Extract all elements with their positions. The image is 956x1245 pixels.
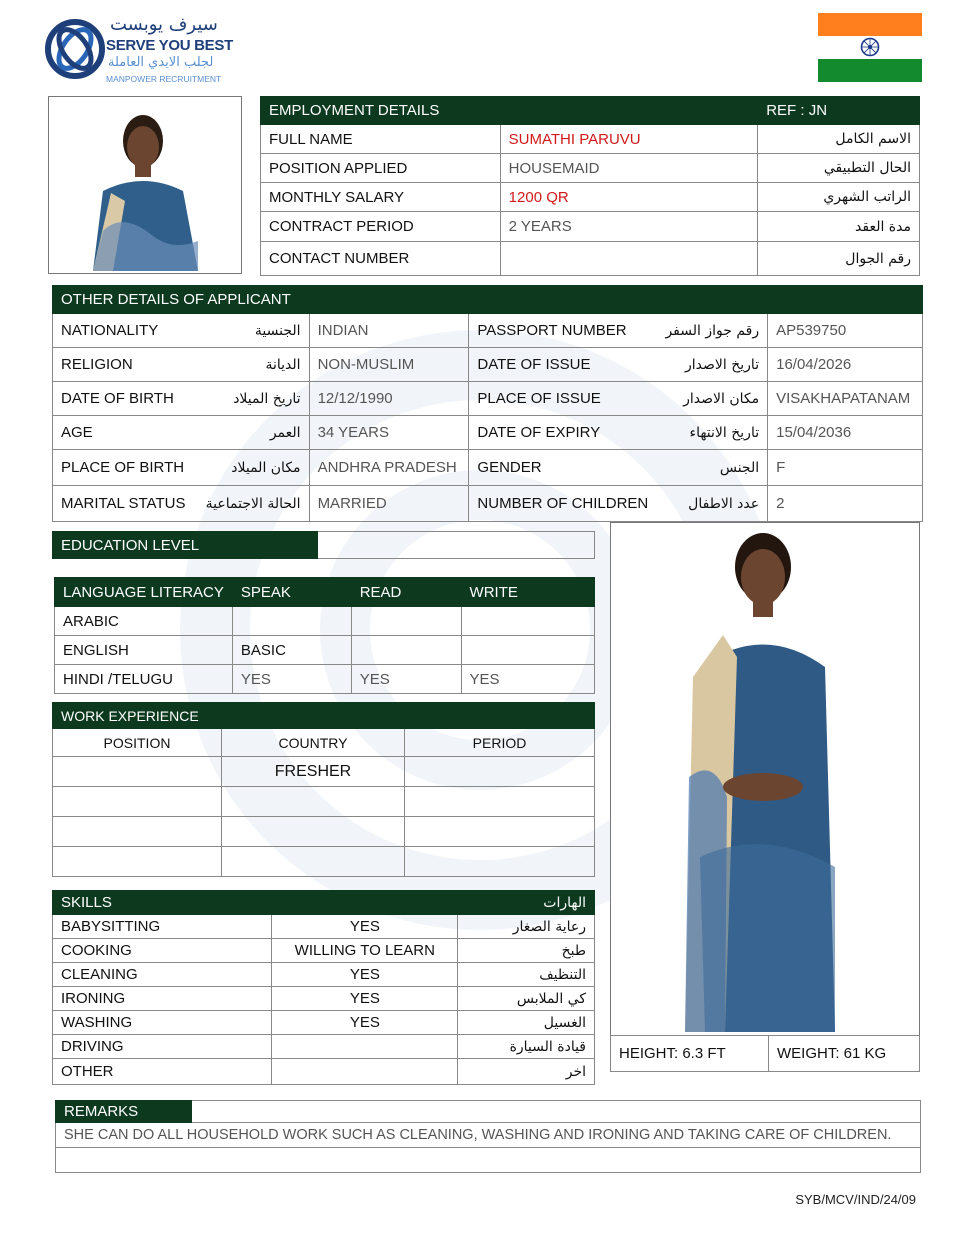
document-code: SYB/MCV/IND/24/09 xyxy=(795,1192,916,1207)
position-applied-value: HOUSEMAID xyxy=(500,154,758,183)
speak-header: SPEAK xyxy=(232,578,351,607)
passport-number-label: PASSPORT NUMBER xyxy=(469,314,656,348)
position-header: POSITION xyxy=(53,729,222,757)
hindi-read: YES xyxy=(351,665,461,694)
date-of-birth-value: 12/12/1990 xyxy=(309,382,469,416)
skill-cooking-label: COOKING xyxy=(53,939,272,963)
nationality-value: INDIAN xyxy=(309,314,469,348)
work-row-3-position xyxy=(53,817,222,847)
age-arabic: العمر xyxy=(196,416,309,450)
language-literacy-table xyxy=(54,577,595,694)
applicant-photo-small xyxy=(48,96,242,274)
monthly-salary-arabic: الراتب الشهري xyxy=(758,183,920,212)
country-header: COUNTRY xyxy=(222,729,405,757)
gender-arabic: الجنس xyxy=(656,450,767,486)
contract-period-arabic: مدة العقد xyxy=(758,212,920,242)
contact-number-arabic: رقم الجوال xyxy=(758,242,920,276)
period-header: PERIOD xyxy=(405,729,595,757)
date-of-birth-arabic: تاريخ الميلاد xyxy=(196,382,309,416)
employment-title: EMPLOYMENT DETAILS xyxy=(261,97,758,125)
work-row-4-period xyxy=(405,847,595,877)
place-of-birth-arabic: مكان الميلاد xyxy=(196,450,309,486)
work-row-3-country xyxy=(222,817,405,847)
skill-cleaning-value: YES xyxy=(272,963,458,987)
religion-arabic: الديانة xyxy=(196,348,309,382)
measurements-table xyxy=(610,1035,920,1072)
remarks-table xyxy=(55,1100,921,1173)
logo-emblem-icon xyxy=(44,16,106,82)
marital-status-value: MARRIED xyxy=(309,486,469,522)
logo-arabic-sub: لجلب الايدي العاملة xyxy=(108,55,214,70)
gender-value: F xyxy=(768,450,923,486)
skill-cleaning-arabic: التنظيف xyxy=(458,963,595,987)
other-details-table xyxy=(52,285,923,522)
work-row-1-position xyxy=(53,757,222,787)
skill-other-label: OTHER xyxy=(53,1059,272,1085)
skill-ironing-label: IRONING xyxy=(53,987,272,1011)
logo-arabic: سيرف يوبست xyxy=(110,14,218,35)
skill-ironing-value: YES xyxy=(272,987,458,1011)
nationality-label: NATIONALITY xyxy=(53,314,197,348)
position-applied-arabic: الحال التطبيقي xyxy=(758,154,920,183)
number-of-children-label: NUMBER OF CHILDREN xyxy=(469,486,656,522)
place-of-issue-value: VISAKHAPATANAM xyxy=(768,382,923,416)
passport-number-value: AP539750 xyxy=(768,314,923,348)
skill-babysitting-label: BABYSITTING xyxy=(53,915,272,939)
full-name-arabic: الاسم الكامل xyxy=(758,125,920,154)
place-of-issue-arabic: مكان الاصدار xyxy=(656,382,767,416)
contract-period-value: 2 YEARS xyxy=(500,212,758,242)
remarks-text: SHE CAN DO ALL HOUSEHOLD WORK SUCH AS CLEANING, WASHING AND IRONING AND TAKING CARE OF CHILDREN. xyxy=(56,1123,921,1148)
work-experience-table xyxy=(52,702,595,877)
work-row-1-period xyxy=(405,757,595,787)
place-of-birth-value: ANDHRA PRADESH xyxy=(309,450,469,486)
place-of-issue-label: PLACE OF ISSUE xyxy=(469,382,656,416)
height-value: HEIGHT: 6.3 FT xyxy=(611,1036,769,1072)
logo-title: SERVE YOU BEST xyxy=(106,37,233,54)
age-label: AGE xyxy=(53,416,197,450)
monthly-salary-value: 1200 QR xyxy=(500,183,758,212)
weight-value: WEIGHT: 61 KG xyxy=(769,1036,920,1072)
language-hindi-telugu: HINDI /TELUGU xyxy=(55,665,233,694)
arabic-read xyxy=(351,607,461,636)
hindi-write: YES xyxy=(461,665,594,694)
hindi-speak: YES xyxy=(232,665,351,694)
work-row-2-country xyxy=(222,787,405,817)
monthly-salary-label: MONTHLY SALARY xyxy=(261,183,501,212)
work-row-1-country: FRESHER xyxy=(222,757,405,787)
english-write xyxy=(461,636,594,665)
date-of-expiry-value: 15/04/2036 xyxy=(768,416,923,450)
gender-label: GENDER xyxy=(469,450,656,486)
india-flag xyxy=(818,13,922,82)
date-of-issue-arabic: تاريخ الاصدار xyxy=(656,348,767,382)
skill-driving-value xyxy=(272,1035,458,1059)
remarks-title: REMARKS xyxy=(56,1101,192,1123)
language-arabic: ARABIC xyxy=(55,607,233,636)
write-header: WRITE xyxy=(461,578,594,607)
work-row-2-position xyxy=(53,787,222,817)
number-of-children-value: 2 xyxy=(768,486,923,522)
skill-cleaning-label: CLEANING xyxy=(53,963,272,987)
skill-driving-label: DRIVING xyxy=(53,1035,272,1059)
skill-washing-value: YES xyxy=(272,1011,458,1035)
skill-babysitting-value: YES xyxy=(272,915,458,939)
skill-babysitting-arabic: رعاية الصغار xyxy=(458,915,595,939)
number-of-children-arabic: عدد الاطفال xyxy=(656,486,767,522)
language-header: LANGUAGE LITERACY xyxy=(55,578,233,607)
skills-title-arabic: الهارات xyxy=(458,891,595,915)
skill-washing-label: WASHING xyxy=(53,1011,272,1035)
contact-number-label: CONTACT NUMBER xyxy=(261,242,501,276)
education-level-table xyxy=(52,531,595,559)
company-logo xyxy=(44,16,234,86)
nationality-arabic: الجنسية xyxy=(196,314,309,348)
work-experience-title: WORK EXPERIENCE xyxy=(53,703,313,729)
skill-cooking-arabic: طبخ xyxy=(458,939,595,963)
place-of-birth-label: PLACE OF BIRTH xyxy=(53,450,197,486)
ashoka-chakra-icon xyxy=(860,37,880,57)
position-applied-label: POSITION APPLIED xyxy=(261,154,501,183)
date-of-expiry-arabic: تاريخ الانتهاء xyxy=(656,416,767,450)
skill-cooking-value: WILLING TO LEARN xyxy=(272,939,458,963)
english-read xyxy=(351,636,461,665)
education-level-value xyxy=(318,532,595,559)
date-of-issue-value: 16/04/2026 xyxy=(768,348,923,382)
skills-title: SKILLS xyxy=(53,891,458,915)
full-body-figure-icon xyxy=(645,527,885,1032)
arabic-write xyxy=(461,607,594,636)
full-name-label: FULL NAME xyxy=(261,125,501,154)
work-row-2-period xyxy=(405,787,595,817)
marital-status-arabic: الحالة الاجتماعية xyxy=(196,486,309,522)
arabic-speak xyxy=(232,607,351,636)
applicant-photo-full xyxy=(610,522,920,1036)
skill-washing-arabic: الغسيل xyxy=(458,1011,595,1035)
education-level-title: EDUCATION LEVEL xyxy=(53,532,318,559)
date-of-issue-label: DATE OF ISSUE xyxy=(469,348,656,382)
skill-ironing-arabic: كي الملابس xyxy=(458,987,595,1011)
passport-number-arabic: رقم جواز السفر xyxy=(656,314,767,348)
religion-value: NON-MUSLIM xyxy=(309,348,469,382)
age-value: 34 YEARS xyxy=(309,416,469,450)
date-of-birth-label: DATE OF BIRTH xyxy=(53,382,197,416)
logo-subtitle: MANPOWER RECRUITMENT xyxy=(106,74,222,84)
read-header: READ xyxy=(351,578,461,607)
marital-status-label: MARITAL STATUS xyxy=(53,486,197,522)
skill-other-value xyxy=(272,1059,458,1085)
english-speak: BASIC xyxy=(232,636,351,665)
full-name-value: SUMATHI PARUVU xyxy=(500,125,758,154)
contact-number-value xyxy=(500,242,758,276)
language-english: ENGLISH xyxy=(55,636,233,665)
skill-other-arabic: اخر xyxy=(458,1059,595,1085)
skills-table xyxy=(52,890,595,1085)
portrait-figure-icon xyxy=(63,101,223,271)
work-row-4-position xyxy=(53,847,222,877)
ref-label: REF : JN xyxy=(758,97,920,125)
work-row-3-period xyxy=(405,817,595,847)
skill-driving-arabic: قيادة السيارة xyxy=(458,1035,595,1059)
work-row-4-country xyxy=(222,847,405,877)
employment-details-table xyxy=(260,96,920,276)
contract-period-label: CONTRACT PERIOD xyxy=(261,212,501,242)
date-of-expiry-label: DATE OF EXPIRY xyxy=(469,416,656,450)
religion-label: RELIGION xyxy=(53,348,197,382)
other-details-title: OTHER DETAILS OF APPLICANT xyxy=(53,286,469,314)
